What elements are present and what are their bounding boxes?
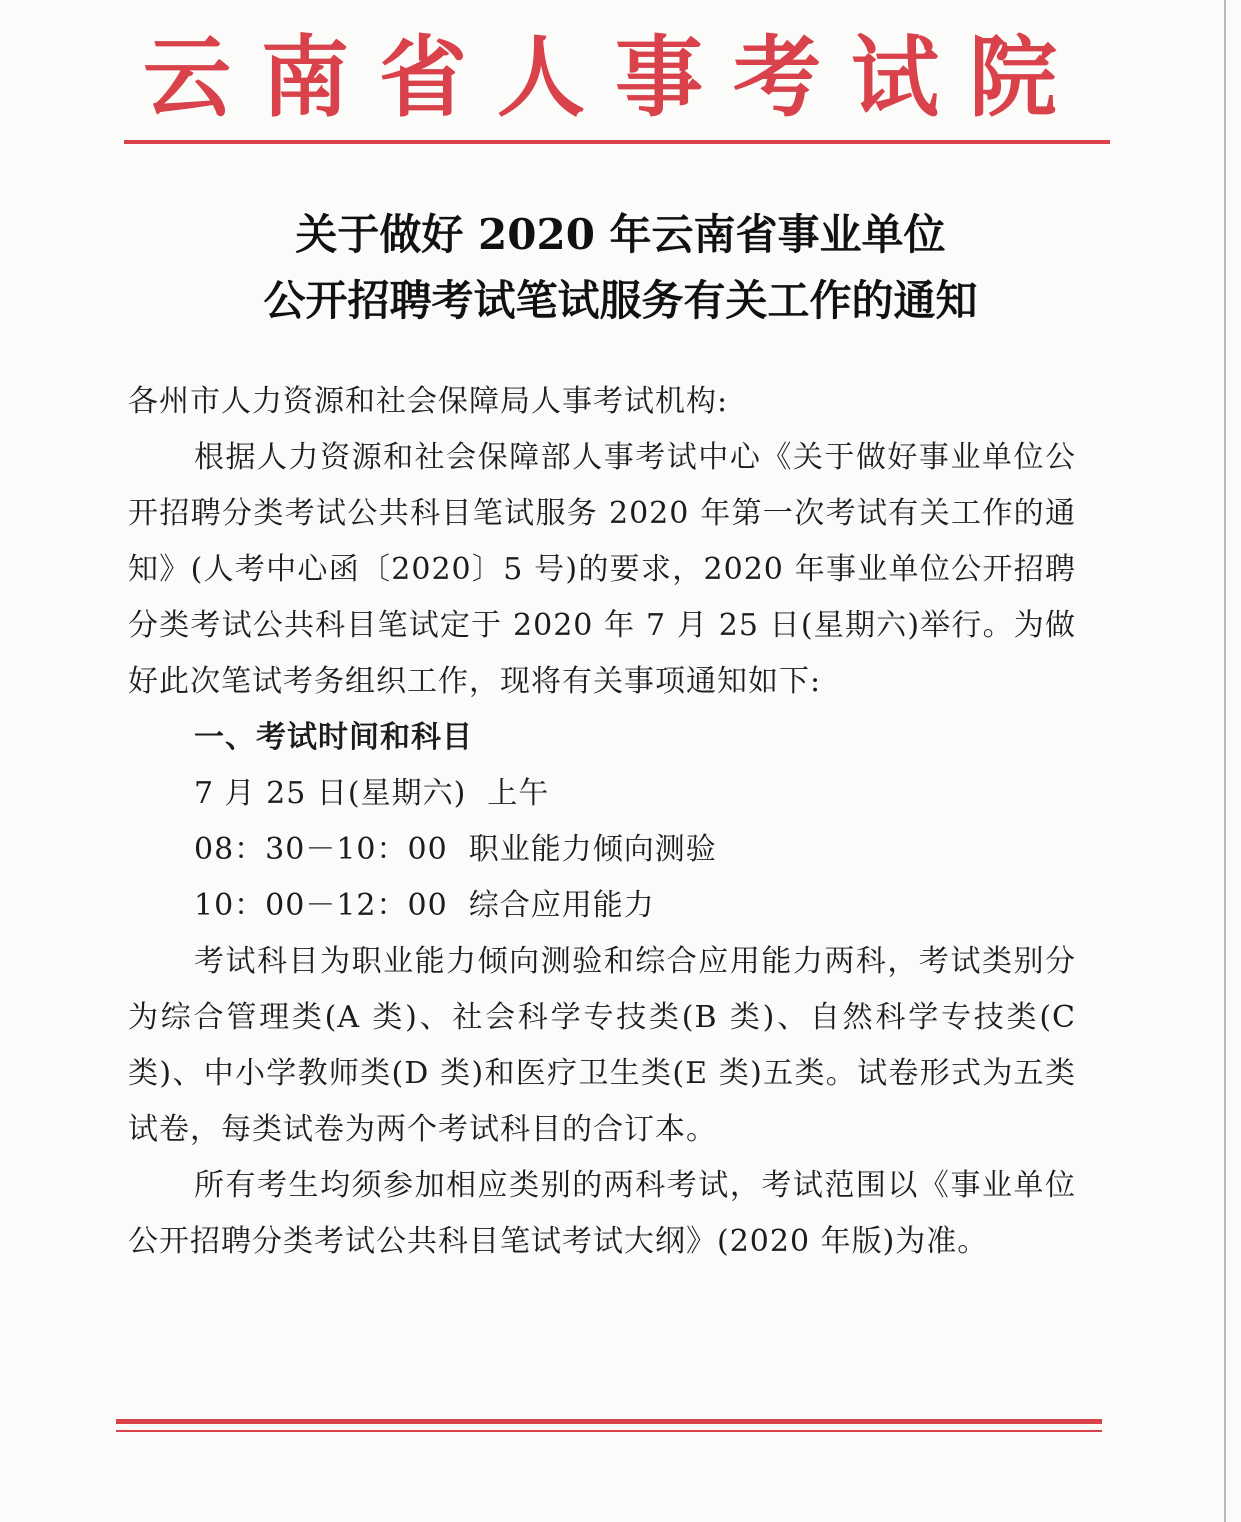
schedule-time: 08：30－10：00 xyxy=(194,832,448,867)
document-title-line-1: 关于做好 2020 年云南省事业单位 xyxy=(295,210,946,259)
schedule-row xyxy=(128,878,1076,934)
footer-rule-thick xyxy=(116,1419,1102,1424)
header-rule xyxy=(124,140,1110,144)
scan-edge-line xyxy=(1224,0,1226,1522)
schedule-time: 10：00－12：00 xyxy=(194,888,448,923)
schedule-row xyxy=(128,822,1076,878)
document-title xyxy=(0,202,1241,334)
subjects-paragraph: 考试科目为职业能力倾向测验和综合应用能力两科，考试类别分为综合管理类(A 类)、社会科学专技类(B 类)、自然科学专技类(C 类)、中小学教师类(D 类)和医疗卫生类(E 类)五类。试卷形式为五类试卷，每类试卷为两个考试科目的合订本。 xyxy=(128,944,1076,1147)
intro-paragraph: 根据人力资源和社会保障部人事考试中心《关于做好事业单位公开招聘分类考试公共科目笔试服务 2020 年第一次考试有关工作的通知》(人考中心函〔2020〕5 号)的要求，2020 年事业单位公开招聘分类考试公共科目笔试定于 2020 年 7 月 25 日(星期六)举行。为做好此次笔试考务组织工作，现将有关事项通知如下: xyxy=(128,440,1076,699)
schedule-subject: 职业能力倾向测验 xyxy=(468,832,717,867)
footer-rule-thin xyxy=(116,1430,1102,1432)
org-name-header: 云南省人事考试院 xyxy=(142,25,1087,129)
section-1-heading: 一、考试时间和科目 xyxy=(194,720,473,755)
exam-date-line: 7 月 25 日(星期六) 上午 xyxy=(194,776,550,811)
document-body xyxy=(128,374,1076,1270)
schedule-subject: 综合应用能力 xyxy=(468,888,655,923)
salutation: 各州市人力资源和社会保障局人事考试机构: xyxy=(128,384,729,419)
document-title-line-2: 公开招聘考试笔试服务有关工作的通知 xyxy=(263,276,978,325)
scope-paragraph: 所有考生均须参加相应类别的两科考试，考试范围以《事业单位公开招聘分类考试公共科目笔试考试大纲》(2020 年版)为准。 xyxy=(128,1168,1076,1259)
